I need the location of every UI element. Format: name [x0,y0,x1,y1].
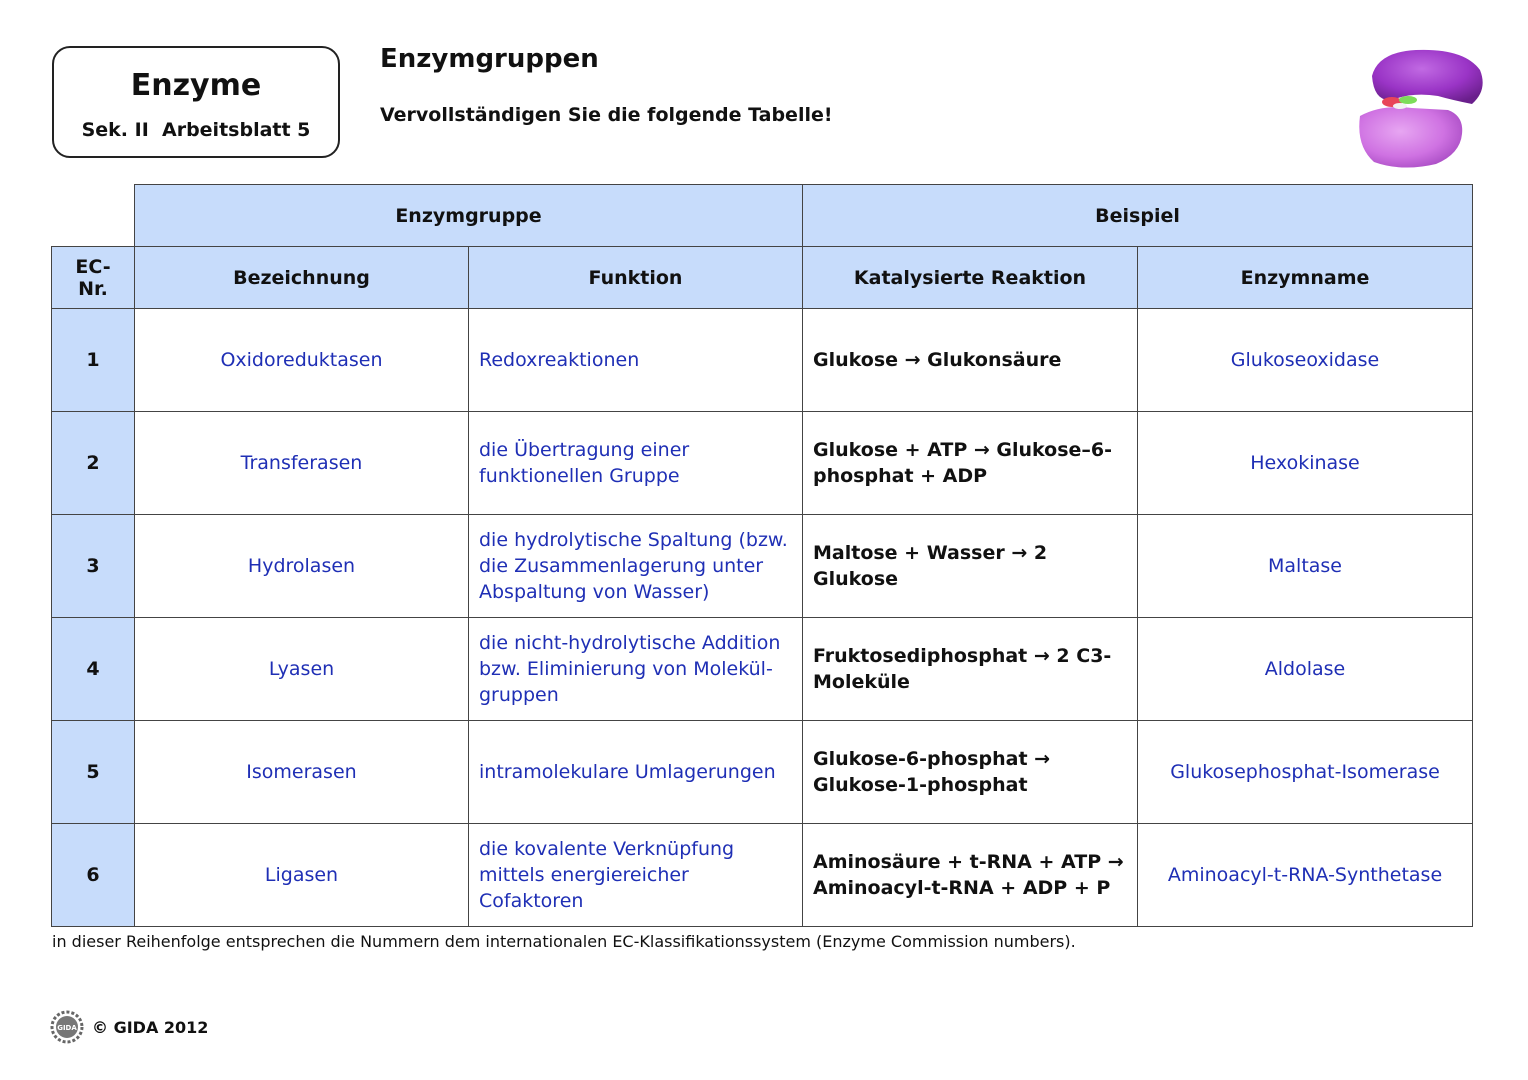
worksheet-title: Enzyme [130,68,262,103]
enzyme-name: Hexokinase [1138,412,1473,515]
enzyme-name: Glukosephosphat-Isomerase [1138,721,1473,824]
copyright: © GIDA 2012 [92,1017,209,1037]
worksheet-title-box [52,46,340,158]
group-function: Redoxreaktionen [469,309,803,412]
catalyzed-reaction: Fruktosediphosphat → 2 C3-Moleküle [803,618,1138,721]
table-row [52,824,1473,927]
ec-number: 5 [52,721,135,824]
enzyme-name: Aminoacyl-t-RNA-Synthetase [1138,824,1473,927]
table-row [52,412,1473,515]
table-row [52,515,1473,618]
footer [50,1010,208,1044]
column-header-funktion: Funktion [469,247,803,309]
page-title: Enzymgruppen [380,44,599,74]
catalyzed-reaction: Maltose + Wasser → 2 Glukose [803,515,1138,618]
group-name: Isomerasen [135,721,469,824]
column-header-ec-nr: EC-Nr. [52,247,135,309]
ec-number: 1 [52,309,135,412]
table-row [52,721,1473,824]
table-column-header-row [52,247,1473,309]
gida-logo-text: GIDA [57,1024,77,1032]
ec-number: 4 [52,618,135,721]
column-header-reaktion: Katalysierte Reaktion [803,247,1138,309]
group-name: Ligasen [135,824,469,927]
enzyme-3d-model-icon [1352,46,1486,170]
group-function: die Übertragung einer funktionellen Gruppe [469,412,803,515]
group-header-beispiel: Beispiel [803,185,1473,247]
catalyzed-reaction: Aminosäure + t-RNA + ATP → Aminoacyl-t-RNA + ADP + P [803,824,1138,927]
group-name: Hydrolasen [135,515,469,618]
table-row [52,618,1473,721]
column-header-bezeichnung: Bezeichnung [135,247,469,309]
instruction-text: Vervollständigen Sie die folgende Tabelle! [380,104,833,126]
ec-number: 2 [52,412,135,515]
table-corner [52,185,135,247]
catalyzed-reaction: Glukose + ATP → Glukose–6-phosphat + ADP [803,412,1138,515]
ec-number: 6 [52,824,135,927]
group-function: die hydrolytische Spaltung (bzw. die Zusammenlagerung unter Abspaltung von Wasser) [469,515,803,618]
footnote: in dieser Reihenfolge entsprechen die Nummern dem internationalen EC-Klassifikationssystem (Enzyme Commission numbers). [52,932,1076,951]
column-header-enzymname: Enzymname [1138,247,1473,309]
group-header-enzymgruppe: Enzymgruppe [135,185,803,247]
table-row [52,309,1473,412]
group-name: Lyasen [135,618,469,721]
enzyme-name: Glukoseoxidase [1138,309,1473,412]
catalyzed-reaction: Glukose-6-phosphat → Glukose-1-phosphat [803,721,1138,824]
group-function: die nicht-hydrolytische Addition bzw. Eliminierung von Molekül- gruppen [469,618,803,721]
enzyme-groups-table [51,184,1473,927]
group-function: die kovalente Verknüpfung mittels energiereicher Cofaktoren [469,824,803,927]
catalyzed-reaction: Glukose → Glukonsäure [803,309,1138,412]
group-name: Transferasen [135,412,469,515]
group-function: intramolekulare Umlagerungen [469,721,803,824]
worksheet-subtitle: Sek. II Arbeitsblatt 5 [81,119,311,141]
table-group-header-row [52,185,1473,247]
gida-logo-icon [50,1010,84,1044]
ec-number: 3 [52,515,135,618]
enzyme-name: Maltase [1138,515,1473,618]
group-name: Oxidoreduktasen [135,309,469,412]
enzyme-name: Aldolase [1138,618,1473,721]
